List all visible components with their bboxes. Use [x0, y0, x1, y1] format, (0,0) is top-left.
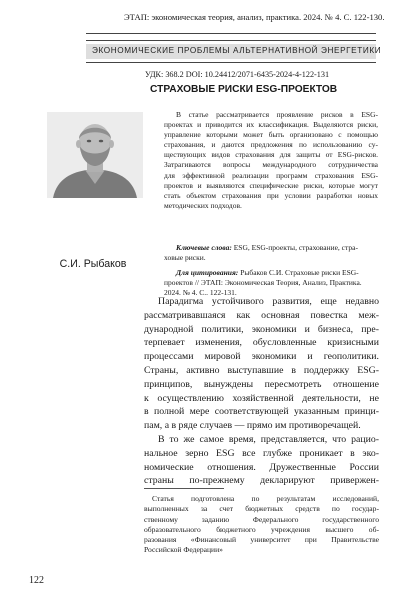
- abstract-line: методических подходов.: [164, 200, 242, 210]
- footnote-line: разования «Финансовый университет при Правительстве: [144, 535, 379, 545]
- page-number: 122: [29, 575, 44, 586]
- journal-reference: ЭТАП: экономическая теория, анализ, практика. 2024. № 4. С. 122-130.: [124, 12, 385, 22]
- header-rule-second: [86, 40, 376, 41]
- article-title: СТРАХОВЫЕ РИСКИ ESG-ПРОЕКТОВ: [150, 84, 338, 95]
- citation-label: Для цитирования:: [176, 268, 239, 277]
- abstract-line: ществующих видов страхования для защиты от ESG-рисков.: [164, 150, 378, 160]
- body-line: дународной политики, экономики и бизнеса, пре-: [144, 323, 379, 335]
- author-portrait-image: [47, 112, 143, 198]
- body-line: Парадигма устойчивого развития, еще недавно: [158, 296, 379, 307]
- citation-text-cont: проектов // ЭТАП: Экономическая Теория, Анализ, Практика.: [164, 278, 362, 288]
- citation-text: Рыбаков С.И. Страховые риски ESG-: [238, 268, 359, 277]
- abstract-line: В статье рассматривается проявление рисков в ESG-: [176, 110, 378, 119]
- footnote-line: образовательного бюджетного учреждения высшего об-: [144, 524, 379, 534]
- body-line: страны по-прежнему декларируют привержен-: [144, 475, 379, 487]
- abstract-line: для эффективной реализации программ страхования ESG-: [164, 170, 378, 180]
- abstract-line: управление которыми может быть организовано с помощью: [164, 130, 378, 140]
- body-line: пам, а в ряде случаев — прямо им противоречащей.: [144, 420, 361, 432]
- author-photo: [47, 112, 143, 198]
- footnote-rule: [144, 488, 224, 489]
- body-line: номические отношения. Дружественные России: [144, 461, 379, 473]
- body-text: [144, 295, 379, 488]
- abstract-line: проектов и выявляются специфические риски, которые могут: [164, 180, 378, 190]
- keywords-text-cont: ховые риски.: [164, 253, 206, 263]
- citation: [164, 268, 378, 298]
- header-rule-bottom: [86, 62, 376, 63]
- keywords: [164, 243, 378, 263]
- footnote: [144, 494, 379, 556]
- footnote-line: ственному заданию Федерального государственного: [144, 514, 379, 524]
- body-line: процессами мировой экономики и геополитики.: [144, 351, 379, 363]
- header-rule-top: [86, 33, 376, 34]
- abstract: [164, 110, 378, 211]
- body-line: терпевает изменения, обусловленные кризисными: [144, 337, 379, 349]
- keywords-text: ESG, ESG-проекты, страхование, стра-: [231, 243, 358, 252]
- section-title: ЭКОНОМИЧЕСКИЕ ПРОБЛЕМЫ АЛЬТЕРНАТИВНОЙ ЭНЕРГЕТИКИ: [92, 46, 382, 55]
- abstract-line: проектах и приводится их классификация. Выделяются риски,: [164, 120, 378, 130]
- abstract-line: Затрагиваются вопросы международного сотрудничества: [164, 160, 378, 170]
- body-line: нальное зерно ESG все глубже проникает в эко-: [144, 447, 379, 459]
- author-name: С.И. Рыбаков: [59, 258, 127, 270]
- udk-doi: УДК: 368.2 DOI: 10.24412/2071-6435-2024-4-122-131: [145, 70, 330, 79]
- body-line: Страны, активно выступавшие в поддержку ESG-: [144, 364, 379, 376]
- body-line: к осуществлению хозяйственной деятельности, не: [144, 392, 379, 404]
- footnote-line: Российской Федерации»: [144, 545, 223, 555]
- body-line: рассматривавшаяся как основная повестка меж-: [144, 309, 379, 321]
- footnote-line: выполненных за счет бюджетных средств по государ-: [144, 504, 379, 514]
- body-line: принципов, вынуждены пересмотреть отношение: [144, 378, 379, 390]
- citation-text-cont: 2024. № 4. С.. 122-131.: [164, 288, 237, 298]
- abstract-line: стать объектом страхования при условии разработки новых: [164, 190, 378, 200]
- body-line: В то же самое время, представляется, что рацио-: [158, 433, 379, 445]
- keywords-label: Ключевые слова:: [176, 243, 232, 252]
- body-line: в полной мере соответствующей указанным принци-: [144, 406, 379, 418]
- abstract-line: страхования, и даются предложения по использованию су-: [164, 140, 378, 150]
- footnote-line: Статья подготовлена по результатам исследований,: [152, 494, 379, 503]
